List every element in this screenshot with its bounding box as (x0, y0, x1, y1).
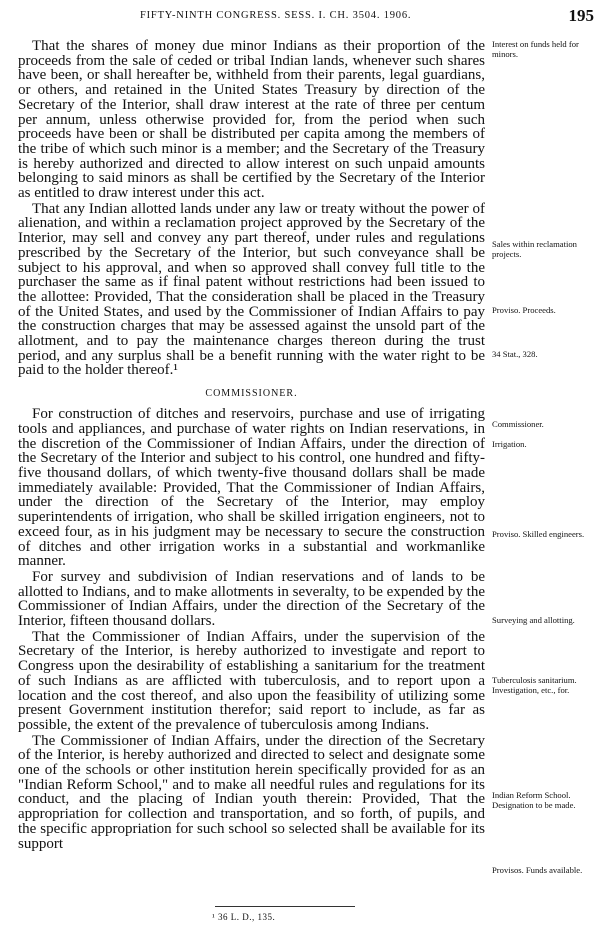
section-heading: COMMISSIONER. (205, 388, 298, 400)
paragraph-irrigation: For construction of ditches and reservoirs, purchase and use of irrigating tools and appliances, and purchase of water rights on Indian reservations, in the discretion of the Commissioner of Indian Affairs, under the direction of the Secretary of the Interior and subject to his control, one hundred and fifty-five thousand dollars, of which twenty-five thousand dollars shall be made immediately available: Provided, That the Commissioner of Indian Affairs, under the direction of the Secretary of the Interior, may employ superintendents of irrigation, who shall be skilled irrigation engineers, not to exceed four, as in his judgment may be necessary to secure the construction of ditches and other irrigation works in a substantial and workmanlike manner. (18, 406, 485, 570)
margin-note: Provisos. Funds available. (492, 865, 583, 875)
page-number: 195 (568, 6, 594, 25)
paragraph-interest-minors: That the shares of money due minor Indians as their proportion of the proceeds from the sale of ceded or tribal Indian lands, whenever such shares have been, or shall hereafter be, withheld from their parents, legal guardians, or others, and retained in the United States Treasury by direction of the Secretary of the Interior, shall draw interest at the rate of three per centum per annum, unless otherwise provided for, from the period when such proceeds have been or shall be distributed per capita among the members of the tribe of which such minor is a member; and the Secretary of the Treasury is hereby authorized and directed to allow interest on such unpaid amounts belonging to said minors as shall be certified by the Secretary of the Interior as entitled to draw interest under this act. (18, 38, 485, 202)
footnote-rule (215, 906, 355, 907)
margin-note: Interest on funds held for minors. (492, 39, 579, 59)
running-head: FIFTY-NINTH CONGRESS. SESS. I. CH. 3504. 1906. (140, 10, 412, 21)
margin-note: Proviso. Proceeds. (492, 305, 556, 315)
margin-note: Indian Reform School. Designation to be made. (492, 790, 576, 810)
main-text (18, 39, 485, 851)
margin-note: Tuberculosis sanitarium. Investigation, etc., for. (492, 675, 577, 695)
paragraph-tuberculosis: That the Commissioner of Indian Affairs, under the supervision of the Secretary of the Interior, is hereby authorized to investigate and report to Congress upon the desirability of establishing a sanitarium for the treatment of such Indians as are afflicted with tuberculosis, and to report upon a location and the cost thereof, and also upon the feasibility of utilizing some present Government institution therefor; said report to include, as far as possible, the extent of the prevalence of tuberculosis among Indians. (18, 628, 485, 733)
margin-note: Commissioner. (492, 419, 544, 429)
margin-note: Proviso. Skilled engineers. (492, 529, 585, 539)
paragraph-reform-school: The Commissioner of Indian Affairs, under the direction of the Secretary of the Interior, is hereby authorized and directed to select and designate some one of the schools or other institution herein specifically provided for as an "Indian Reform School," and to make all needful rules and regulations for its conduct, and the placing of Indian youth therein: Provided, That the appropriation for collection and transportation, and so forth, of pupils, and the specific appropriation for such school so selected shall be available for its support (18, 732, 485, 852)
paragraph-reclamation-sales: That any Indian allotted lands under any law or treaty without the power of alienation, and within a reclamation project approved by the Secretary of the Interior, may sell and convey any part thereof, under rules and regulations prescribed by the Secretary of the Interior, but such conveyance shall be subject to his approval, and when so approved shall convey full title to the purchaser the same as if final patent without restrictions had been issued to the allottee: Provided, That the consideration shall be placed in the Treasury of the United States, and used by the Commissioner of Indian Affairs to pay the construction charges that may be assessed against the unsold part of the allotment, and to pay the maintenance charges thereon during the trust period, and any surplus shall be a benefit running with the water right to be paid to the holder thereof.¹ (18, 200, 485, 379)
margin-note: Irrigation. (492, 439, 527, 449)
margin-note: Surveying and allotting. (492, 615, 575, 625)
paragraph-surveying: For survey and subdivision of Indian reservations and of lands to be allotted to Indians, and to make allotments in severalty, to be expended by the Commissioner of Indian Affairs, under the direction of the Secretary of the Interior, fifteen thousand dollars. (18, 568, 485, 630)
footnote: ¹ 36 L. D., 135. (212, 912, 276, 922)
margin-note: 34 Stat., 328. (492, 349, 538, 359)
running-header (0, 6, 600, 28)
margin-note: Sales within reclamation projects. (492, 239, 577, 259)
